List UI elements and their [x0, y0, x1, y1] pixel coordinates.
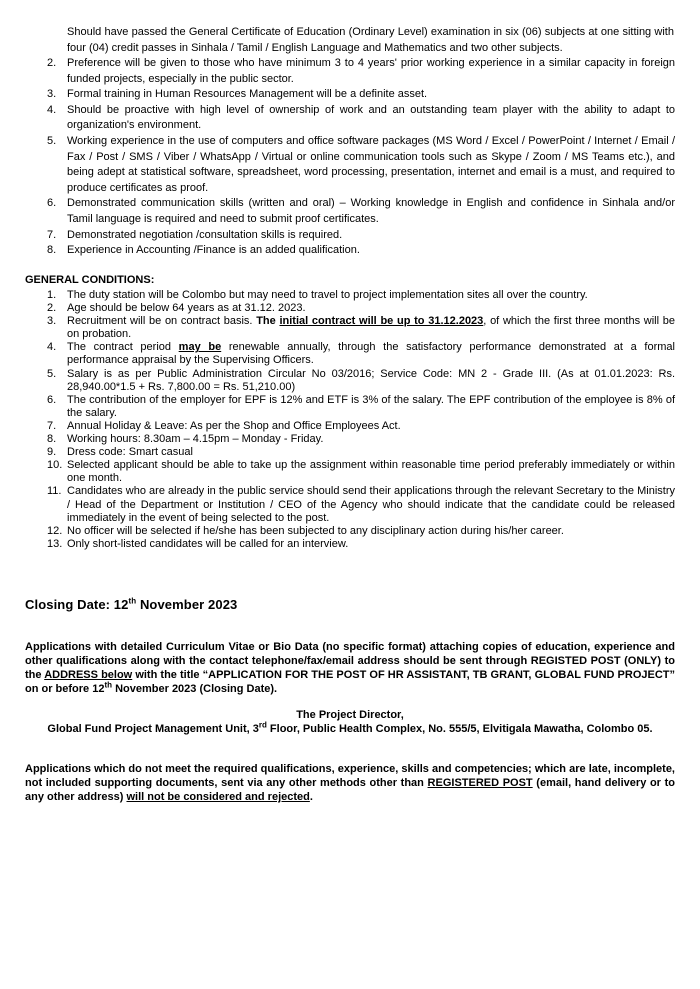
item-number: 7. — [47, 228, 57, 241]
item-text: The contribution of the employer for EPF is 12% and ETF is 3% of the salary. The EPF contribution of the employee is 8% of the salary. — [67, 393, 675, 419]
application-instructions: Applications with detailed Curriculum Vitae or Bio Data (no specific format) attaching copies of education, experience and other qualifications along with the contact telephone/fax/email address should be sent through REGISTED POST (ONLY) to the ADDRESS below with the title “APPLICATION FOR THE POST OF HR ASSISTANT, TB GRANT, GLOBAL FUND PROJECT” on or before 12th November 2023 (Closing Date). — [25, 641, 675, 695]
item-text: Should be proactive with high level of ownership of work and an outstanding team player with the ability to adapt to organization's environment. — [67, 103, 675, 132]
list-item — [25, 368, 675, 394]
item-number: 4. — [47, 103, 57, 116]
list-item — [25, 56, 675, 87]
list-item — [25, 243, 675, 259]
item-text: The contract period may be renewable annually, through the satisfactory performance demonstrated at a formal performance appraisal by the Supervising Officers. — [67, 341, 675, 367]
list-item — [25, 302, 675, 315]
list-item — [25, 485, 675, 524]
list-item — [25, 538, 675, 551]
item-number: 3. — [47, 88, 57, 101]
item-number: 8. — [47, 433, 57, 446]
item-number: 12. — [47, 524, 63, 537]
item-number: 5. — [47, 134, 57, 147]
item-text: Candidates who are already in the public service should send their applications through the relevant Secretary to the Ministry / Head of the Department or Institution / CEO of the Agency who should indicate that the candidate could be released immediately in the event of being selected to the post. — [67, 485, 675, 524]
rejection-notice: Applications which do not meet the required qualifications, experience, skills and competencies; which are late, incomplete, not included supporting documents, sent via any other methods other than REGISTERED POST (email, hand delivery or to any other address) will not be considered and rejected. — [25, 763, 675, 803]
item-text: Demonstrated communication skills (written and oral) – Working knowledge in English and confidence in Sinhala and/or Tamil language is required and need to submit proof certificates. — [67, 197, 675, 225]
item-text: Working experience in the use of computers and office software packages (MS Word / Excel / PowerPoint / Internet / Email / Fax / Post / SMS / Viber / WhatsApp / Virtual or online communication tools such as Skype / Zoom / MS Teams etc.), and being adept at statistical software, spreadsheet, word processing, presentation, internet and email is a must, and required to produce certificates as proof. — [67, 134, 675, 194]
item-number: 3. — [47, 315, 57, 328]
item-number: 4. — [47, 341, 57, 354]
list-item — [25, 459, 675, 485]
address-recipient: The Project Director, — [296, 709, 404, 721]
item-number: 1. — [47, 289, 57, 301]
general-conditions-list — [25, 289, 675, 551]
item-text: Formal training in Human Resources Management will be a definite asset. — [67, 88, 428, 101]
item-text: Selected applicant should be able to take up the assignment within reasonable time period preferably immediately or within one month. — [67, 459, 675, 485]
list-item — [25, 315, 675, 341]
list-item — [25, 196, 675, 227]
list-item — [25, 433, 675, 446]
list-item — [25, 134, 675, 196]
item-number: 6. — [47, 197, 57, 210]
item-number: 11. — [47, 485, 62, 498]
item-text: Age should be below 64 years as at 31.12. 2023. — [67, 302, 306, 315]
general-conditions-heading: GENERAL CONDITIONS: — [25, 274, 155, 286]
emphasis-text: may be — [178, 341, 222, 354]
item-text: Working hours: 8.30am – 4.15pm – Monday - Friday. — [67, 433, 324, 446]
list-item — [25, 228, 675, 244]
item-number: 9. — [47, 446, 57, 459]
item-number: 8. — [47, 244, 57, 257]
item-text: Only short-listed candidates will be called for an interview. — [67, 537, 349, 550]
list-item — [25, 87, 675, 103]
list-item — [25, 446, 675, 459]
item-number: 5. — [47, 367, 57, 380]
item-text: Annual Holiday & Leave: As per the Shop and Office Employees Act. — [67, 419, 401, 432]
item-text: Dress code: Smart casual — [67, 446, 193, 459]
list-item — [25, 420, 675, 433]
list-item — [25, 289, 675, 302]
item-text: Experience in Accounting /Finance is an added qualification. — [67, 244, 360, 257]
list-item — [25, 394, 675, 420]
emphasis-text: initial contract will be up to 31.12.2023 — [279, 315, 484, 328]
item-number: 10. — [47, 459, 63, 472]
list-item — [25, 341, 675, 367]
item-number: 7. — [47, 419, 57, 432]
qualifications-list — [25, 56, 675, 259]
item-text: Preference will be given to those who have minimum 3 to 4 years' prior working experience in a similar capacity in foreign funded projects, especially in the public sector. — [67, 57, 675, 85]
list-item — [25, 103, 675, 134]
item-text: Salary is as per Public Administration Circular No 03/2016; Service Code: MN 2 - Grade III. (As at 01.01.2023: Rs. 28,940.00*1.5 + Rs. 7,800.00 = Rs. 51,210.00) — [67, 367, 675, 393]
item-text: No officer will be selected if he/she has been subjected to any disciplinary action during his/her career. — [67, 524, 564, 537]
item-number: 2. — [47, 302, 57, 315]
closing-date: Closing Date: 12th November 2023 — [25, 596, 238, 612]
item-text: The duty station will be Colombo but may need to travel to project implementation sites all over the country. — [67, 289, 588, 301]
item-text: Demonstrated negotiation /consultation skills is required. — [67, 228, 343, 241]
item-number: 6. — [47, 393, 57, 406]
list-item — [25, 525, 675, 538]
qualification-item-1: Should have passed the General Certificate of Education (Ordinary Level) examination in six (06) subjects at one sitting with four (04) credit passes in Sinhala / Tamil / English Language and Mathematics and two other subjects. — [67, 26, 674, 54]
address-line: Global Fund Project Management Unit, 3rd Floor, Public Health Complex, No. 555/5, Elvitigala Mawatha, Colombo 05. — [47, 720, 653, 735]
item-text: Recruitment will be on contract basis. The initial contract will be up to 31.12.2023, of which the first three months will be on probation. — [67, 315, 676, 341]
item-number: 2. — [47, 57, 57, 69]
item-number: 13. — [47, 537, 63, 550]
